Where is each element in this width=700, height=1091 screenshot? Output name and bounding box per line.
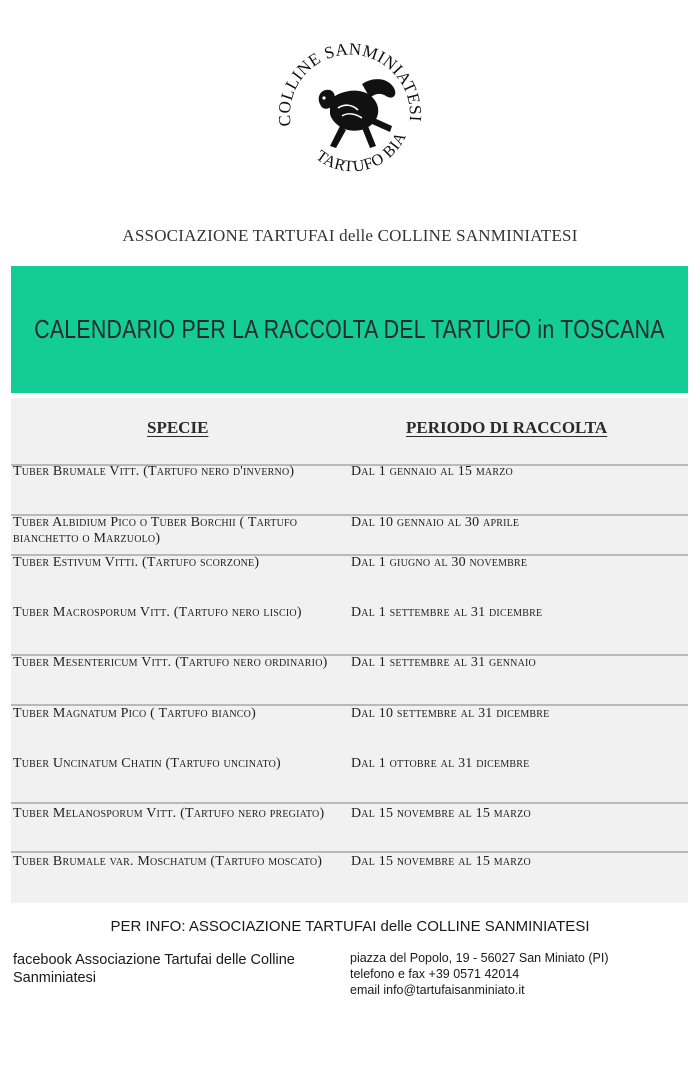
contact-block <box>350 950 690 998</box>
row-divider <box>11 851 688 853</box>
logo-ring-text-bottom: TARTUFO BIA <box>312 129 410 176</box>
periodo-cell: Dal 15 novembre al 15 marzo <box>351 854 531 869</box>
periodo-cell: Dal 10 settembre al 31 dicembre <box>351 706 550 721</box>
phone-text: telefono e fax +39 0571 42014 <box>350 967 520 981</box>
facebook-link[interactable]: facebook Associazione Tartufai delle Colline Sanminiatesi <box>13 952 295 986</box>
periodo-cell: Dal 15 novembre al 15 marzo <box>351 806 531 821</box>
periodo-cell: Dal 1 ottobre al 31 dicembre <box>351 756 530 771</box>
email-link[interactable]: email info@tartufaisanminiato.it <box>350 983 525 997</box>
specie-cell: Tuber Melanosporum Vitt. (Tartufo nero pregiato) <box>13 806 325 821</box>
association-name: ASSOCIAZIONE TARTUFAI delle COLLINE SANMINIATESI <box>122 226 578 245</box>
info-line: PER INFO: ASSOCIAZIONE TARTUFAI delle COLLINE SANMINIATESI <box>110 918 590 935</box>
address-text: piazza del Popolo, 19 - 56027 San Miniato (PI) <box>350 951 609 965</box>
title-banner <box>11 266 688 393</box>
periodo-cell: Dal 1 giugno al 30 novembre <box>351 555 528 570</box>
specie-cell: Tuber Uncinatum Chatin (Tartufo uncinato) <box>13 756 281 771</box>
row-divider <box>11 802 688 804</box>
specie-cell: Tuber Magnatum Pico ( Tartufo bianco) <box>13 706 256 721</box>
periodo-cell: Dal 1 settembre al 31 dicembre <box>351 605 543 620</box>
periodo-cell: Dal 10 gennaio al 30 aprile <box>351 515 520 530</box>
banner-title: CALENDARIO PER LA RACCOLTA DEL TARTUFO in TOSCANA <box>34 314 665 344</box>
specie-cell: Tuber Estivum Vitti. (Tartufo scorzone) <box>13 555 260 570</box>
header-specie: SPECIE <box>147 418 209 437</box>
periodo-cell: Dal 1 settembre al 31 gennaio <box>351 655 536 670</box>
header-periodo: PERIODO DI RACCOLTA <box>406 418 608 437</box>
specie-cell: Tuber Mesentericum Vitt. (Tartufo nero ordinario) <box>13 655 328 670</box>
specie-cell: Tuber Albidium Pico o Tuber Borchii ( Tartufo bianchetto o Marzuolo) <box>13 515 298 546</box>
specie-cell: Tuber Brumale var. Moschatum (Tartufo moscato) <box>13 854 323 869</box>
periodo-cell: Dal 1 gennaio al 15 marzo <box>351 464 513 479</box>
specie-cell: Tuber Brumale Vitt. (Tartufo nero d'inverno) <box>13 464 295 479</box>
calendar-table <box>11 398 688 903</box>
logo-ring-text-top: COLLINE SANMINIATESI <box>274 39 426 128</box>
association-logo <box>270 38 430 198</box>
specie-cell: Tuber Macrosporum Vitt. (Tartufo nero liscio) <box>13 605 302 620</box>
griffin-emblem-icon <box>319 79 396 148</box>
